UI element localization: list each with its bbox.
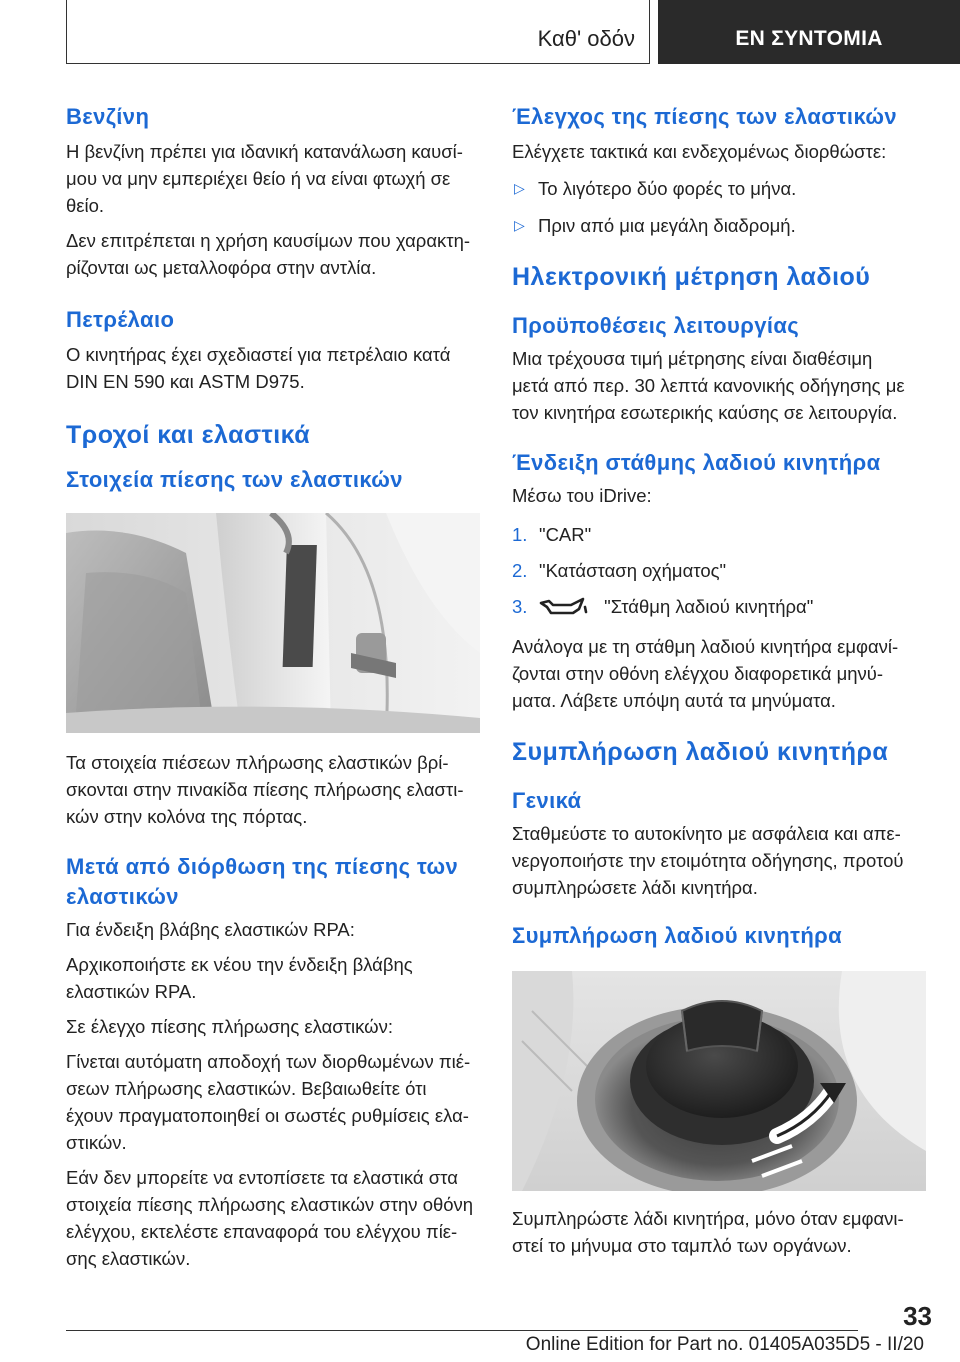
section-label: Καθ' οδόν bbox=[537, 26, 635, 51]
text-line: Μια τρέχουσα τιμή μέτρησης είναι διαθέσιμη bbox=[512, 348, 873, 369]
rpa-intro: Για ένδειξη βλάβης ελαστικών RPA: bbox=[66, 919, 355, 940]
step-number: 2. bbox=[512, 560, 528, 581]
list-item bbox=[512, 175, 932, 202]
text-line: Σταθμεύστε το αυτοκίνητο με ασφάλεια και απε- bbox=[512, 823, 901, 844]
check-intro: Σε έλεγχο πίεσης πλήρωσης ελαστικών: bbox=[66, 1016, 393, 1037]
text-line: μετά από περ. 30 λεπτά κανονικής οδήγησης με bbox=[512, 375, 905, 396]
heading-line: Μετά από διόρθωση της πίεσης των bbox=[66, 854, 459, 879]
text-line: Δεν επιτρέπεται η χρήση καυσίμων που χαρακτη- bbox=[66, 230, 471, 251]
pressure-data-heading: Στοιχεία πίεσης των ελαστικών bbox=[66, 467, 403, 492]
benzini-heading: Βενζίνη bbox=[66, 104, 150, 129]
oil-level-heading: Ένδειξη στάθμης λαδιού κινητήρα bbox=[512, 450, 881, 475]
general-paragraph bbox=[512, 820, 932, 901]
rpa-text bbox=[66, 951, 486, 1005]
prereq-paragraph bbox=[512, 345, 932, 426]
topup-sub-heading: Συμπλήρωση λαδιού κινητήρα bbox=[512, 923, 843, 948]
right-column bbox=[512, 100, 932, 1259]
prereq-heading: Προϋποθέσεις λειτουργίας bbox=[512, 313, 800, 338]
page-header bbox=[0, 0, 960, 64]
diesel-heading: Πετρέλαιο bbox=[66, 307, 175, 332]
oil-cap-illustration bbox=[512, 971, 926, 1191]
text-line: ελέγχου, εκτελέστε επαναφορά του ελέγχου πίε- bbox=[66, 1221, 458, 1242]
step-number: 1. bbox=[512, 524, 528, 545]
list-item bbox=[512, 557, 932, 584]
text-line: σης ελαστικών. bbox=[66, 1248, 191, 1269]
check-pressure-intro: Ελέγχετε τακτικά και ενδεχομένως διορθώστε: bbox=[512, 141, 887, 162]
list-item-text: Το λιγότερο δύο φορές το μήνα. bbox=[538, 178, 797, 199]
text-line: Η βενζίνη πρέπει για ιδανική κατανάλωση καυσί- bbox=[66, 141, 463, 162]
text-line: έχουν πραγματοποιηθεί οι σωστές ρυθμίσεις ελα- bbox=[66, 1105, 469, 1126]
text-line: Ο κινητήρας έχει σχεδιαστεί για πετρέλαιο κατά bbox=[66, 344, 451, 365]
text-line: κών στην κολόνα της πόρτας. bbox=[66, 806, 308, 827]
list-item-text: Πριν από μια μεγάλη διαδρομή. bbox=[538, 215, 796, 236]
list-item bbox=[512, 212, 932, 239]
text-line: θείο. bbox=[66, 195, 105, 216]
wheels-heading: Τροχοί και ελαστικά bbox=[66, 421, 311, 449]
footer-divider bbox=[66, 1330, 858, 1331]
check-text bbox=[66, 1048, 486, 1156]
oil-level-intro: Μέσω του iDrive: bbox=[512, 485, 652, 506]
heading-line: ελαστικών bbox=[66, 884, 179, 909]
text-line: Ανάλογα με τη στάθμη λαδιού κινητήρα εμφανί- bbox=[512, 636, 899, 657]
text-line: τον κινητήρα εσωτερικής καύσης σε λειτουργία. bbox=[512, 402, 898, 423]
text-line: ελαστικών RPA. bbox=[66, 981, 197, 1002]
text-line: στοιχεία πίεσης πλήρωσης ελαστικών στην οθόνη bbox=[66, 1194, 474, 1215]
section-tab[interactable] bbox=[66, 0, 650, 64]
step-text: "Στάθμη λαδιού κινητήρα" bbox=[604, 596, 814, 617]
text-line: στεί το μήνυμα στο ταμπλό των οργάνων. bbox=[512, 1235, 852, 1256]
left-column bbox=[66, 100, 486, 1272]
text-line: Συμπληρώστε λάδι κινητήρα, μόνο όταν εμφανι- bbox=[512, 1208, 904, 1229]
chapter-label: ΕΝ ΣΥΝΤΟΜΙΑ bbox=[735, 27, 883, 50]
electronic-oil-heading: Ηλεκτρονική μέτρηση λαδιού bbox=[512, 263, 871, 291]
topup-heading: Συμπλήρωση λαδιού κινητήρα bbox=[512, 738, 889, 766]
text-line: στικών. bbox=[66, 1132, 127, 1153]
topup-caption bbox=[512, 1205, 932, 1259]
step-text: "CAR" bbox=[539, 524, 592, 545]
oil-can-icon bbox=[539, 597, 589, 624]
text-line: σκονται στην πινακίδα πίεσης πλήρωσης ελαστι- bbox=[66, 779, 464, 800]
idrive-steps bbox=[512, 521, 932, 624]
text-line: Εάν δεν μπορείτε να εντοπίσετε τα ελαστικά στα bbox=[66, 1167, 458, 1188]
oil-cap-image bbox=[512, 971, 926, 1191]
text-line: μου να μην εμπεριέχει θείο ή να είναι φτωχή σε bbox=[66, 168, 451, 189]
text-line: ρίζονται ως μεταλλοφόρα στην αντλία. bbox=[66, 257, 377, 278]
text-line: ματα. Λάβετε υπόψη αυτά τα μηνύματα. bbox=[512, 690, 836, 711]
text-line: νεργοποιήστε την ετοιμότητα οδήγησης, προτού bbox=[512, 850, 904, 871]
list-item bbox=[512, 593, 932, 624]
text-line: Τα στοιχεία πιέσεων πλήρωσης ελαστικών βρί- bbox=[66, 752, 449, 773]
step-text: "Κατάσταση οχήματος" bbox=[539, 560, 727, 581]
text-line: Αρχικοποιήστε εκ νέου την ένδειξη βλάβης bbox=[66, 954, 413, 975]
locate-text bbox=[66, 1164, 486, 1272]
door-pillar-image bbox=[66, 513, 480, 733]
list-item bbox=[512, 521, 932, 548]
triangle-right-icon: ▷ bbox=[514, 217, 525, 233]
oil-level-paragraph bbox=[512, 633, 932, 714]
text-line: συμπληρώσετε λάδι κινητήρα. bbox=[512, 877, 758, 898]
check-bullet-list bbox=[512, 175, 932, 239]
page-number: 33 bbox=[903, 1301, 932, 1331]
text-line: DIN EN 590 και ASTM D975. bbox=[66, 371, 305, 392]
general-heading: Γενικά bbox=[512, 788, 582, 813]
triangle-right-icon: ▷ bbox=[514, 180, 525, 196]
chapter-tab[interactable] bbox=[658, 0, 960, 64]
benzini-paragraph-2 bbox=[66, 227, 486, 281]
text-line: σεων πλήρωσης ελαστικών. Βεβαιωθείτε ότι bbox=[66, 1078, 427, 1099]
diesel-paragraph bbox=[66, 341, 486, 395]
text-line: Γίνεται αυτόματη αποδοχή των διορθωμένων πιέ- bbox=[66, 1051, 471, 1072]
door-pillar-illustration bbox=[66, 513, 480, 733]
after-correction-heading bbox=[66, 852, 486, 912]
pressure-caption bbox=[66, 749, 486, 830]
text-line: ζονται στην οθόνη ελέγχου διαφορετικά μηνύ- bbox=[512, 663, 884, 684]
footer-edition: Online Edition for Part no. 01405A035D5 - II/20 bbox=[525, 1334, 924, 1355]
check-pressure-heading: Έλεγχος της πίεσης των ελαστικών bbox=[512, 104, 897, 129]
step-number: 3. bbox=[512, 596, 528, 617]
benzini-paragraph-1 bbox=[66, 138, 486, 219]
